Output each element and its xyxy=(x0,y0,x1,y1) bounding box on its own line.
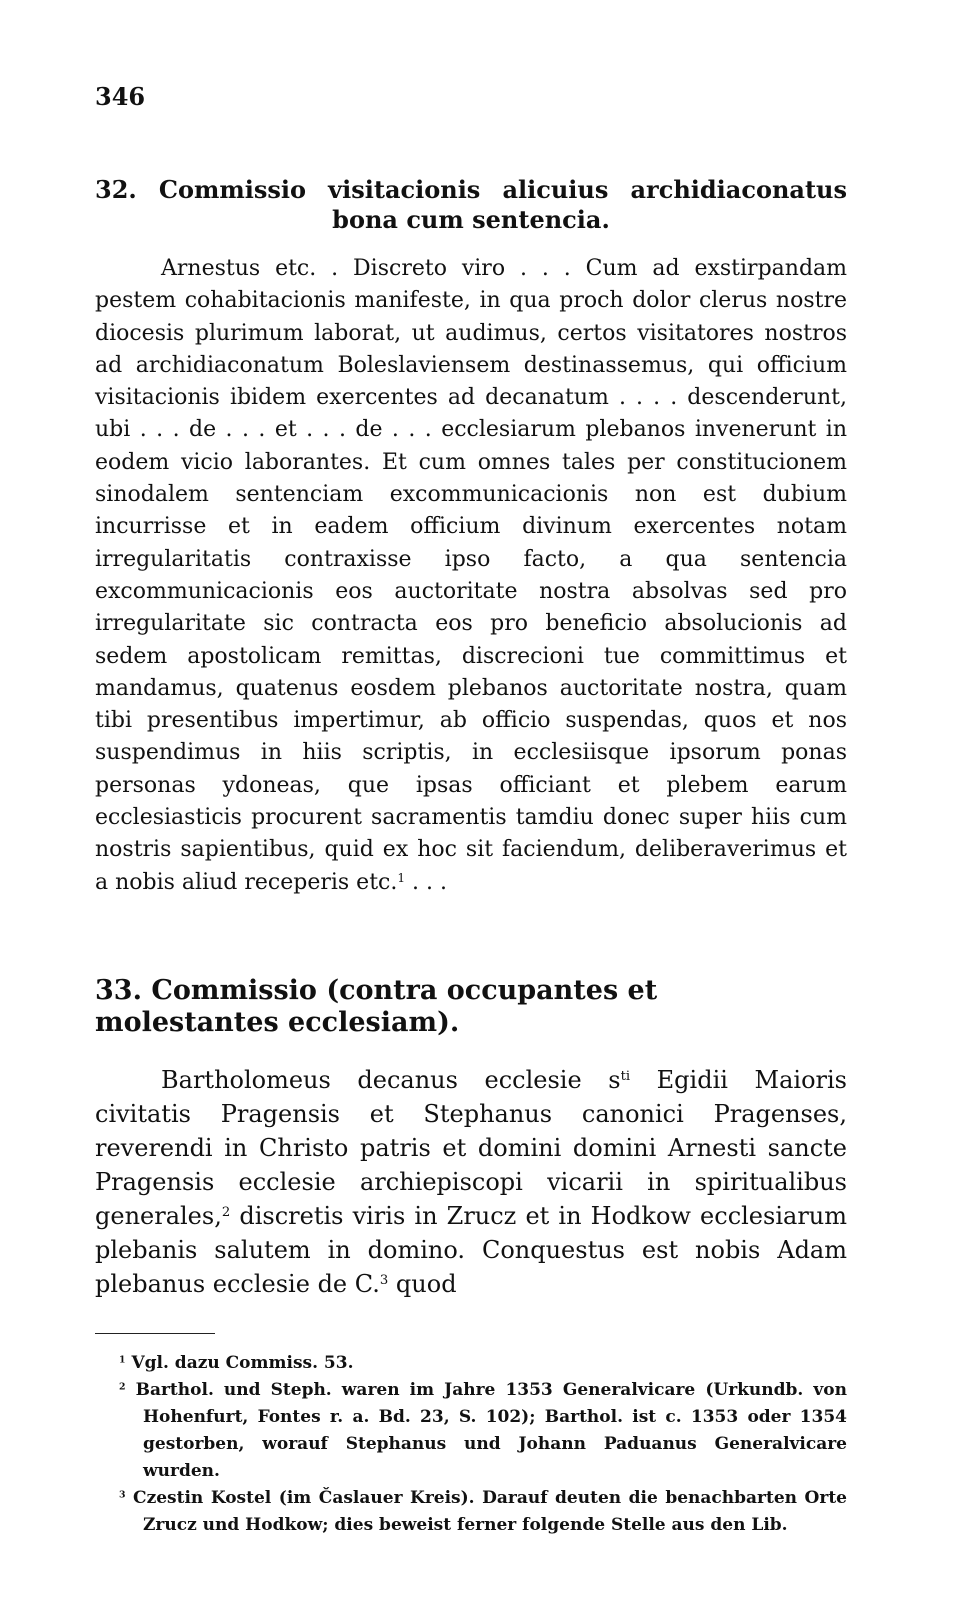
page-number: 346 xyxy=(95,82,146,111)
footnote-ref-2: 2 xyxy=(221,1205,231,1221)
footnote xyxy=(95,1377,847,1485)
section-33-text-c: discretis viris in Zrucz et in Hodkow ecclesiarum plebanis salutem in domino. Conquestus est nobis Adam plebanus ecclesie de C. xyxy=(95,1201,847,1298)
footnote-text: Vgl. dazu Commiss. 53. xyxy=(131,1352,354,1373)
footnote xyxy=(95,1485,847,1539)
section-32-tail: . . . xyxy=(405,869,448,895)
section-33-text-a: Bartholomeus decanus ecclesie s xyxy=(161,1065,621,1094)
document-page xyxy=(95,82,847,1539)
footnote-marker: 1 xyxy=(119,1354,126,1366)
section-33-text-b: Egidii Maioris civitatis Pragensis et Stephanus canonici Pragenses, reverendi in Christo patris et domini domini Arnesti sancte Pragensis ecclesie archiepiscopi vicarii in spiritualibus generales, xyxy=(95,1065,847,1230)
footnote-text: Czestin Kostel (im Časlauer Kreis). Darauf deuten die benachbarten Orte Zrucz und Hodkow; dies beweist ferner folgende Stelle aus den Lib. xyxy=(133,1487,847,1535)
footnote-ref-3: 3 xyxy=(379,1273,389,1289)
section-heading-33: 33. Commissio (contra occupantes et molestantes ecclesiam). xyxy=(95,974,658,1038)
section-33-text-d: quod xyxy=(388,1269,457,1298)
section-32-body xyxy=(95,253,847,899)
footnote xyxy=(95,1350,847,1377)
superscript-ti: ti xyxy=(620,1069,631,1085)
footnote-ref-1: 1 xyxy=(397,870,406,885)
footnote-marker: 2 xyxy=(119,1381,126,1393)
section-heading-32: 32. Commissio visitacionis alicuius archidiaconatus bona cum sentencia. xyxy=(95,175,847,234)
footnote-divider xyxy=(95,1333,215,1334)
section-33-body xyxy=(95,1063,847,1301)
footnote-marker: 3 xyxy=(119,1489,126,1501)
footnote-text: Barthol. und Steph. waren im Jahre 1353 Generalvicare (Urkundb. von Hohenfurt, Fontes r. a. Bd. 23, S. 102); Barthol. ist c. 1353 oder 1354 gestorben, worauf Stephanus und Johann Paduanus Generalvicare wurden. xyxy=(135,1379,847,1481)
section-32-text: Arnestus etc. . Discreto viro . . . Cum ad exstirpandam pestem cohabitacionis manifeste, in qua proch dolor clerus nostre diocesis plurimum laborat, ut audimus, certos visitatores nostros ad archidiaconatum Boleslaviensem destinassemus, qui officium visitacionis ibidem exercentes ad decanatum . . . . descenderunt, ubi . . . de . . . et . . . de . . . ecclesiarum plebanos invenerunt in eodem vicio laborantes. Et cum omnes tales per constitucionem sinodalem sentenciam excommunicacionis non est dubium incurrisse et in eadem officium divinum exercentes notam irregularitatis contraxisse ipso facto, a qua sentencia excommunicacionis eos auctoritate nostra absolvas sed pro irregularitate sic contracta eos pro beneficio absolucionis ad sedem apostolicam remittas, discrecioni tue committimus et mandamus, quatenus eosdem plebanos auctoritate nostra, quam tibi presentibus impertimur, ab officio suspendas, quos et nos suspendimus in hiis scriptis, in ecclesiisque ipsorum ponas personas ydoneas, que ipsas officiant et plebem earum ecclesiasticis procurent sacramentis tamdiu donec super hiis cum nostris sapientibus, quid ex hoc sit faciendum, deliberaverimus et a nobis aliud receperis etc. xyxy=(95,256,847,895)
